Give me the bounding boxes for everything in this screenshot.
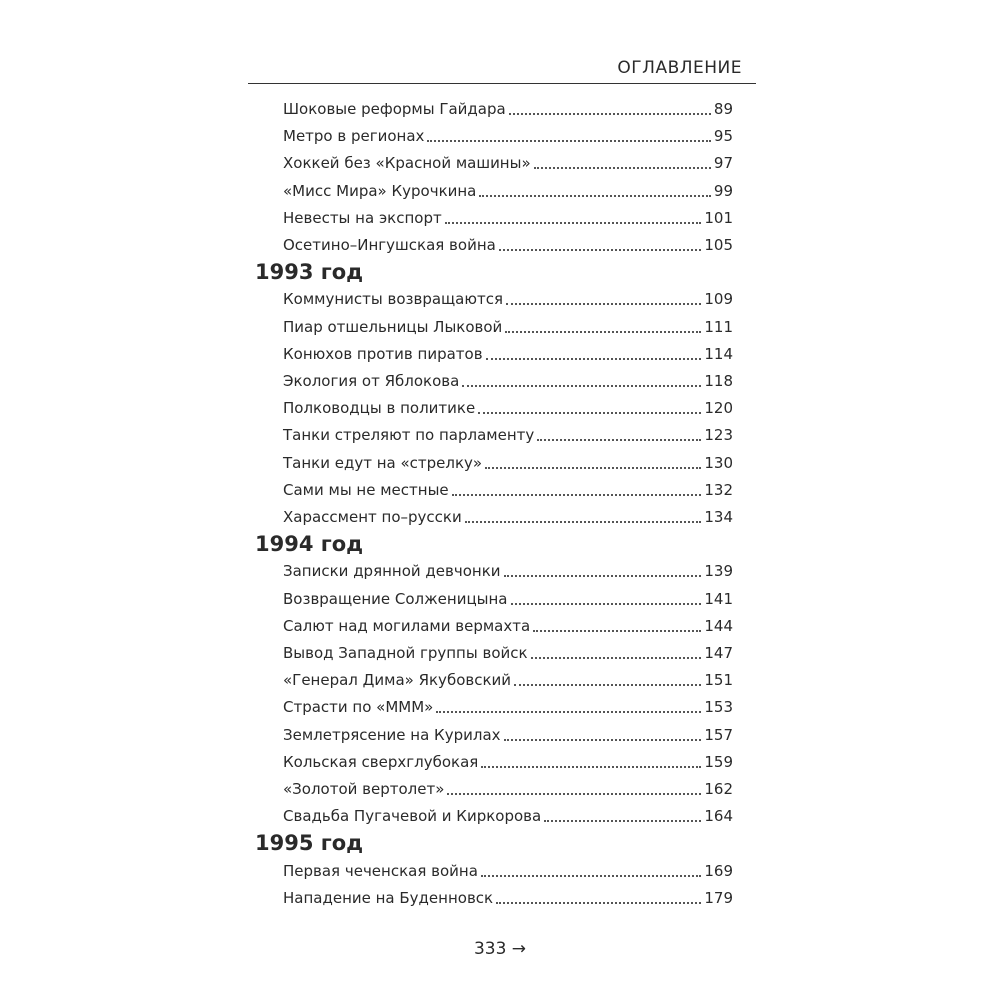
toc-entry-title: Вывод Западной группы войск xyxy=(283,644,528,662)
toc-entry-title: Страсти по «МММ» xyxy=(283,698,434,717)
toc-entry-title: Шоковые реформы Гайдара xyxy=(283,100,506,118)
toc-entry-page: 153 xyxy=(704,698,733,717)
toc-entry[interactable] xyxy=(283,723,733,747)
toc-entry[interactable] xyxy=(283,614,733,638)
toc-entry-title: Метро в регионах xyxy=(283,127,425,146)
dot-leader xyxy=(537,439,701,441)
toc-entry-title: Пиар отшельницы Лыковой xyxy=(283,317,503,336)
toc-entry-page: 139 xyxy=(704,562,733,581)
dot-leader xyxy=(509,113,711,115)
toc-entry-title: Танки едут на «стрелку» xyxy=(283,453,483,472)
toc-entry-page: 118 xyxy=(704,372,733,390)
toc-entry[interactable] xyxy=(283,396,733,420)
toc-entry[interactable] xyxy=(283,124,733,148)
dot-leader xyxy=(478,412,701,414)
toc-entry-title: Кольская сверхглубокая xyxy=(283,752,479,771)
page-header-title: ОГЛАВЛЕНИЕ xyxy=(617,58,742,78)
toc-entry-title: Сами мы не местные xyxy=(283,480,449,499)
dot-leader xyxy=(533,630,701,632)
dot-leader xyxy=(486,358,702,360)
dot-leader xyxy=(481,766,701,768)
toc-entry-page: 134 xyxy=(704,508,733,526)
toc-entry[interactable] xyxy=(283,151,733,175)
dot-leader xyxy=(465,521,702,523)
toc-entry[interactable] xyxy=(283,505,733,529)
toc-entry-page: 151 xyxy=(704,671,733,690)
toc-entry[interactable] xyxy=(283,287,733,311)
toc-entry-page: 89 xyxy=(713,100,733,118)
dot-leader xyxy=(544,820,701,822)
toc-entry-title: Осетино–Ингушская война xyxy=(283,236,496,254)
toc-entry-page: 105 xyxy=(704,236,733,254)
year-heading: 1993 год xyxy=(255,260,364,285)
toc-entry-title: Танки стреляют по парламенту xyxy=(283,426,535,445)
toc-entry-page: 130 xyxy=(704,453,733,472)
dot-leader xyxy=(504,575,702,577)
year-heading: 1995 год xyxy=(255,831,364,856)
toc-entry-title: Землетрясение на Курилах xyxy=(283,725,501,744)
toc-entry-title: Хоккей без «Красной машины» xyxy=(283,154,531,173)
toc-entry[interactable] xyxy=(283,179,733,203)
toc-entry[interactable] xyxy=(283,342,733,366)
toc-entry-title: Полководцы в политике xyxy=(283,399,476,418)
toc-entry-title: «Золотой вертолет» xyxy=(283,780,445,798)
dot-leader xyxy=(504,739,702,741)
toc-entry-page: 169 xyxy=(704,861,733,880)
toc-entry-page: 164 xyxy=(704,807,733,826)
toc-entry[interactable] xyxy=(283,777,733,801)
toc-entry-title: Записки дрянной девчонки xyxy=(283,562,501,581)
page-number: 333 → xyxy=(473,939,527,959)
toc-entry[interactable] xyxy=(283,695,733,719)
toc-entry[interactable] xyxy=(283,886,733,910)
toc-entry[interactable] xyxy=(283,206,733,230)
toc-entry-page: 157 xyxy=(704,725,733,744)
toc-entry-page: 114 xyxy=(704,344,733,363)
dot-leader xyxy=(479,195,711,197)
toc-entry[interactable] xyxy=(283,423,733,447)
header-divider xyxy=(248,83,756,84)
toc-entry-title: Нападение на Буденновск xyxy=(283,888,494,907)
toc-entry-page: 120 xyxy=(704,399,733,418)
dot-leader xyxy=(427,140,710,142)
toc-entry-page: 147 xyxy=(704,644,733,662)
toc-entry[interactable] xyxy=(283,315,733,339)
toc-entry-title: Первая чеченская война xyxy=(283,861,478,880)
toc-entry[interactable] xyxy=(283,559,733,583)
dot-leader xyxy=(496,902,701,904)
toc-entry[interactable] xyxy=(283,97,733,121)
toc-entry[interactable] xyxy=(283,478,733,502)
dot-leader xyxy=(452,494,702,496)
toc-entry-title: Харассмент по–русски xyxy=(283,508,462,526)
year-heading: 1994 год xyxy=(255,532,364,557)
toc-entry-page: 123 xyxy=(704,426,733,445)
dot-leader xyxy=(534,167,711,169)
toc-entry-title: «Мисс Мира» Курочкина xyxy=(283,181,477,200)
toc-entry-title: Свадьба Пугачевой и Киркорова xyxy=(283,807,542,826)
toc-entry[interactable] xyxy=(283,859,733,883)
dot-leader xyxy=(462,385,701,387)
dot-leader xyxy=(531,657,702,659)
toc-entry-title: Конюхов против пиратов xyxy=(283,344,483,363)
toc-entry-page: 132 xyxy=(704,480,733,499)
dot-leader xyxy=(514,684,701,686)
toc-entry[interactable] xyxy=(283,804,733,828)
toc-entry[interactable] xyxy=(283,750,733,774)
dot-leader xyxy=(499,249,702,251)
toc-entry-page: 159 xyxy=(704,752,733,771)
toc-entry-page: 95 xyxy=(713,127,733,146)
dot-leader xyxy=(481,875,701,877)
toc-entry-page: 179 xyxy=(704,888,733,907)
toc-entry-page: 97 xyxy=(713,154,733,173)
toc-entry[interactable] xyxy=(283,233,733,257)
toc-entry-title: Возвращение Солженицына xyxy=(283,589,508,608)
toc-entry-page: 144 xyxy=(704,616,733,635)
dot-leader xyxy=(505,331,701,333)
toc-entry[interactable] xyxy=(283,668,733,692)
toc-entry[interactable] xyxy=(283,641,733,665)
dot-leader xyxy=(447,793,701,795)
dot-leader xyxy=(436,711,701,713)
toc-entry-title: «Генерал Дима» Якубовский xyxy=(283,671,512,690)
toc-entry[interactable] xyxy=(283,451,733,475)
toc-entry-page: 141 xyxy=(704,589,733,608)
toc-entry-title: Коммунисты возвращаются xyxy=(283,290,503,309)
toc-entry-page: 99 xyxy=(713,181,733,200)
toc-entry-page: 162 xyxy=(704,780,733,798)
toc-entry[interactable] xyxy=(283,369,733,393)
toc-entry-title: Экология от Яблокова xyxy=(283,372,460,390)
dot-leader xyxy=(445,222,702,224)
toc-entry-page: 101 xyxy=(704,208,733,227)
dot-leader xyxy=(506,303,701,305)
toc-entry-title: Салют над могилами вермахта xyxy=(283,616,531,635)
dot-leader xyxy=(511,603,702,605)
toc-entry-title: Невесты на экспорт xyxy=(283,208,442,227)
toc-entry-page: 111 xyxy=(704,317,733,336)
toc-entry-page: 109 xyxy=(704,290,733,309)
toc-entry[interactable] xyxy=(283,587,733,611)
dot-leader xyxy=(485,467,701,469)
